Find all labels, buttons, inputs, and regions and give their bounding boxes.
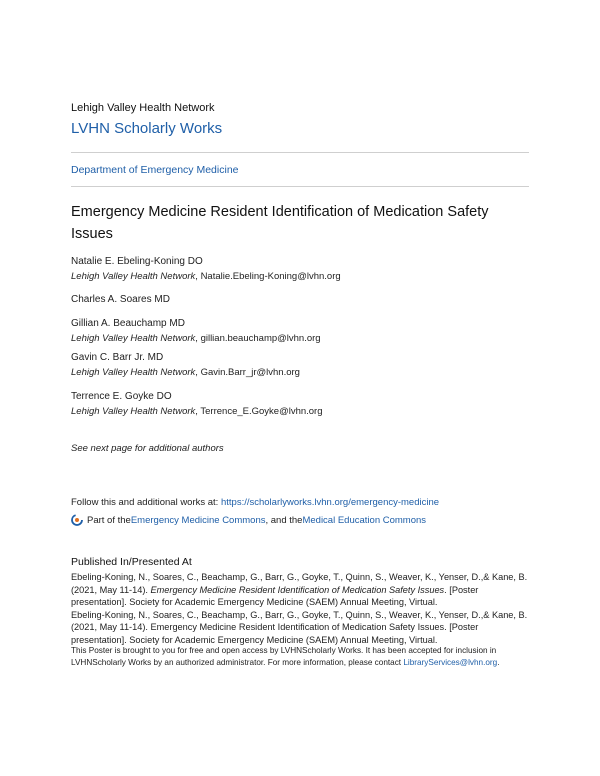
open-access-icon: [71, 514, 83, 526]
part-of-middle: , and the: [265, 514, 303, 526]
medical-education-commons-link[interactable]: Medical Education Commons: [302, 514, 427, 526]
repository-link[interactable]: LVHN Scholarly Works: [71, 120, 223, 137]
part-of-prefix: Part of the: [87, 514, 131, 526]
published-citations: [71, 571, 533, 647]
author-email[interactable]: gillian.beauchamp@lvhn.org: [200, 333, 321, 344]
follow-url-link[interactable]: https://scholarlyworks.lvhn.org/emergency-medicine: [220, 497, 440, 508]
footer-text: This Poster is brought to you for free and open access by LVHNScholarly Works. It has been accepted for inclusion in LVHNScholarly Works by an authorized administrator. For more information, please contact: [71, 646, 497, 667]
author-email[interactable]: Natalie.Ebeling-Koning@lvhn.org: [200, 271, 341, 282]
citation-2: Ebeling-Koning, N., Soares, C., Beachamp, G., Barr, G., Goyke, T., Quinn, S., Weaver, K., Yenser, D.,& Kane, B. (2021, May 11-14). Emergency Medicine Resident Identification of Medication Safety Issues. [Poster presentation]. Society for Academic Emergency Medicine (SAEM) Annual Meeting, Virtual.: [71, 609, 528, 645]
citation-1-post: . [Poster presentation]. Society for Academic Emergency Medicine (SAEM) Annual Meeting, Virtual.: [71, 584, 479, 608]
library-email-link[interactable]: LibraryServices@lvhn.org: [403, 657, 498, 667]
divider: [71, 186, 529, 187]
author-email[interactable]: Terrence_E.Goyke@lvhn.org: [200, 406, 323, 417]
citation-1-pre: Ebeling-Koning, N., Soares, C., Beachamp, G., Barr, G., Goyke, T., Quinn, S., Weaver, K., Yenser, D.,& Kane, B. (2021, May 11-14).: [71, 572, 528, 595]
author-affiliation: Lehigh Valley Health Network, gillian.beauchamp@lvhn.org: [71, 333, 321, 344]
author-block: [71, 391, 323, 417]
author-name: Gillian A. Beauchamp MD: [71, 318, 185, 329]
author-name: Natalie E. Ebeling-Koning DO: [71, 256, 203, 267]
affiliation-name: Lehigh Valley Health Network: [71, 406, 196, 417]
author-block: [71, 318, 321, 344]
footer-end: .: [497, 657, 500, 667]
document-title: Emergency Medicine Resident Identification of Medication Safety Issues: [71, 204, 489, 242]
author-block: [71, 352, 300, 378]
affiliation-name: Lehigh Valley Health Network: [71, 333, 196, 344]
author-block: [71, 294, 170, 305]
author-block: [71, 256, 341, 282]
author-name: Terrence E. Goyke DO: [71, 391, 172, 402]
citation-1-title: Emergency Medicine Resident Identification of Medication Safety Issues: [150, 584, 445, 595]
author-email[interactable]: Gavin.Barr_jr@lvhn.org: [200, 367, 300, 378]
follow-line: [71, 497, 439, 508]
author-affiliation: Lehigh Valley Health Network, Gavin.Barr_jr@lvhn.org: [71, 367, 300, 378]
author-affiliation: Lehigh Valley Health Network, Terrence_E.Goyke@lvhn.org: [71, 406, 323, 417]
department-link[interactable]: Department of Emergency Medicine: [71, 164, 239, 176]
author-name: Charles A. Soares MD: [71, 294, 170, 305]
emergency-medicine-commons-link[interactable]: Emergency Medicine Commons: [130, 514, 266, 526]
follow-prefix: Follow this and additional works at:: [71, 497, 221, 508]
published-heading: Published In/Presented At: [71, 556, 192, 568]
author-name: Gavin C. Barr Jr. MD: [71, 352, 164, 363]
affiliation-name: Lehigh Valley Health Network: [71, 271, 196, 282]
footer-note: [71, 645, 533, 668]
part-of-line: [71, 514, 426, 526]
network-name: Lehigh Valley Health Network: [71, 102, 215, 114]
divider: [71, 152, 529, 153]
affiliation-name: Lehigh Valley Health Network: [71, 367, 196, 378]
author-affiliation: Lehigh Valley Health Network, Natalie.Ebeling-Koning@lvhn.org: [71, 271, 341, 282]
see-next-note: See next page for additional authors: [71, 443, 224, 454]
